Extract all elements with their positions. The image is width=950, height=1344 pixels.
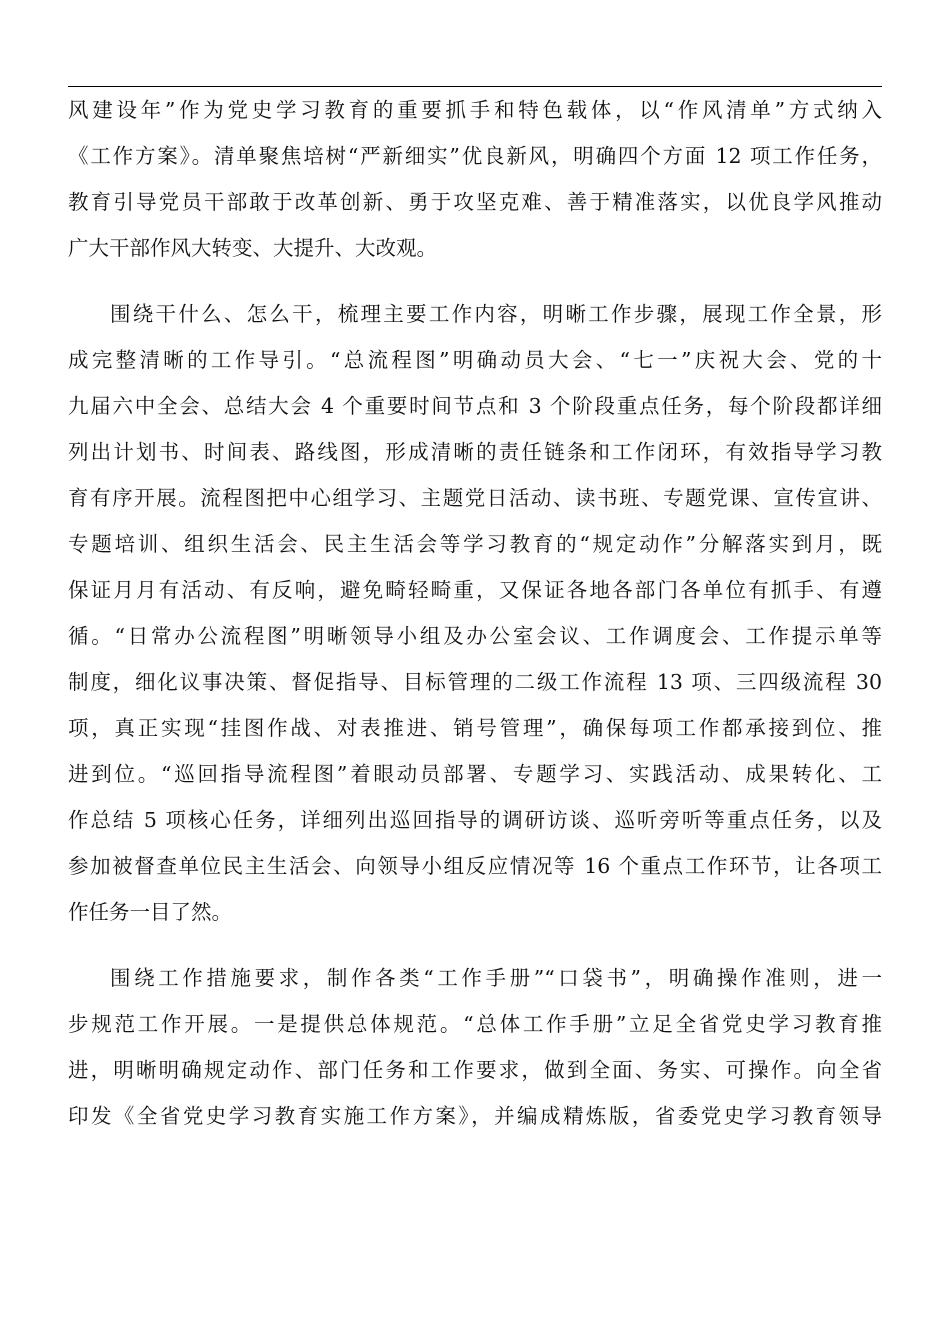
text-line: 制度，细化议事决策、督促指导、目标管理的二级工作流程 13 项、三四级流程 30	[68, 670, 882, 694]
paragraph-first-line: 围绕工作措施要求，制作各类“工作手册”“口袋书”，明确操作准则，进一	[110, 966, 882, 990]
paragraph-first-line: 围绕干什么、怎么干，梳理主要工作内容，明晰工作步骤，展现工作全景，形	[110, 302, 882, 326]
text-line: 九届六中全会、总结大会 4 个重要时间节点和 3 个阶段重点任务，每个阶段都详细	[68, 394, 882, 418]
text-line: 成完整清晰的工作导引。“总流程图”明确动员大会、“七一”庆祝大会、党的十	[68, 348, 882, 372]
text-line: 作总结 5 项核心任务，详细列出巡回指导的调研访谈、巡听旁听等重点任务，以及	[68, 808, 882, 832]
text-line: 作任务一目了然。	[68, 900, 232, 924]
text-line: 进，明晰明确规定动作、部门任务和工作要求，做到全面、务实、可操作。向全省	[68, 1058, 882, 1082]
text-line: 《工作方案》。清单聚焦培树“严新细实”优良新风，明确四个方面 12 项工作任务，	[68, 144, 882, 168]
text-line: 步规范工作开展。一是提供总体规范。“总体工作手册”立足全省党史学习教育推	[68, 1012, 882, 1036]
text-line: 印发《全省党史学习教育实施工作方案》，并编成精炼版，省委党史学习教育领导	[68, 1104, 882, 1128]
text-line: 项，真正实现“挂图作战、对表推进、销号管理”，确保每项工作都承接到位、推	[68, 716, 882, 740]
text-line: 进到位。“巡回指导流程图”着眼动员部署、专题学习、实践活动、成果转化、工	[68, 762, 882, 786]
text-line: 保证月月有活动、有反响，避免畸轻畸重，又保证各地各部门各单位有抓手、有遵	[68, 578, 882, 602]
text-line: 循。“日常办公流程图”明晰领导小组及办公室会议、工作调度会、工作提示单等	[68, 624, 882, 648]
text-line: 专题培训、组织生活会、民主生活会等学习教育的“规定动作”分解落实到月，既	[68, 532, 882, 556]
text-line: 育有序开展。流程图把中心组学习、主题党日活动、读书班、专题党课、宣传宣讲、	[68, 486, 882, 510]
text-line: 教育引导党员干部敢于改革创新、勇于攻坚克难、善于精准落实，以优良学风推动	[68, 190, 882, 214]
text-line: 广大干部作风大转变、大提升、大改观。	[68, 236, 437, 260]
text-line: 参加被督查单位民主生活会、向领导小组反应情况等 16 个重点工作环节，让各项工	[68, 854, 882, 878]
text-line: 列出计划书、时间表、路线图，形成清晰的责任链条和工作闭环，有效指导学习教	[68, 440, 882, 464]
text-line: 风建设年”作为党史学习教育的重要抓手和特色载体，以“作风清单”方式纳入	[68, 98, 882, 122]
header-rule	[68, 86, 882, 87]
